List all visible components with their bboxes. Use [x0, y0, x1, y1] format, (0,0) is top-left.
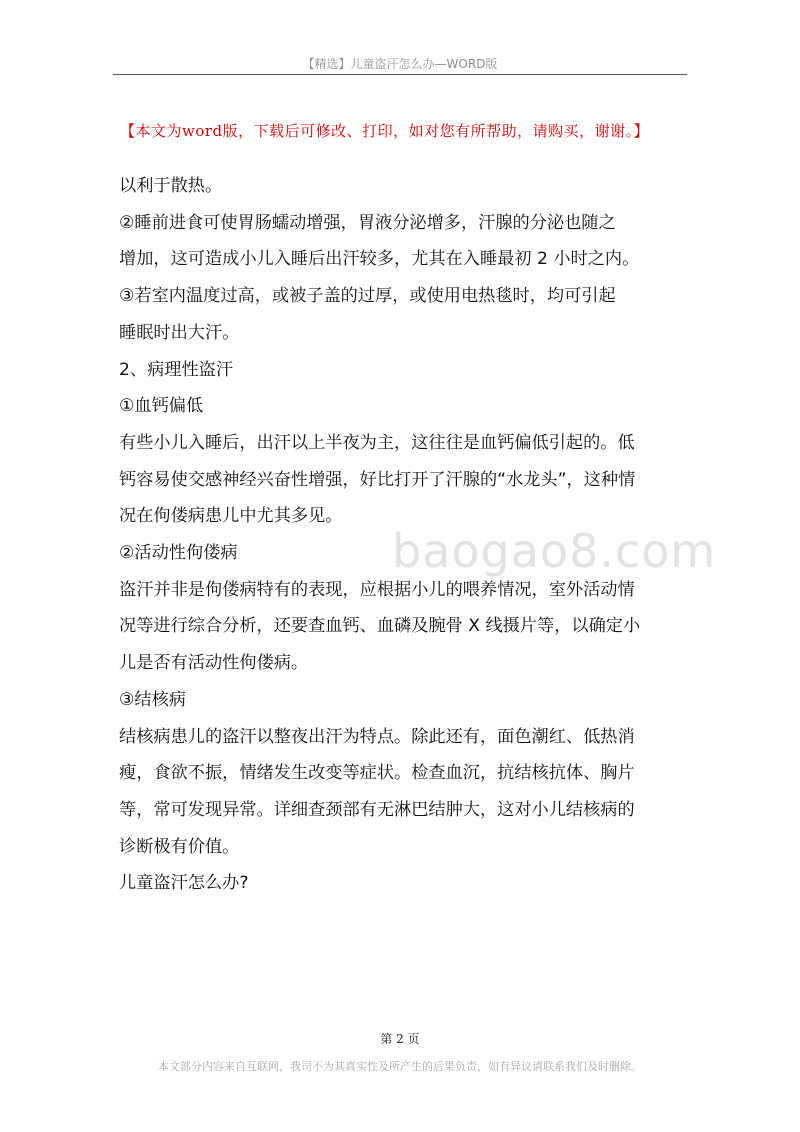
body-line: 瘦，食欲不振，情绪发生改变等症状。检查血沉，抗结核抗体、胸片: [119, 763, 635, 784]
download-notice: 【本文为word版，下载后可修改、打印，如对您有所帮助，请购买，谢谢。】: [120, 122, 650, 140]
body-line: ②睡前进食可使胃肠蠕动增强，胃液分泌增多，汗腺的分泌也随之: [119, 212, 616, 233]
subsection-heading: ②活动性佝偻病: [119, 543, 238, 564]
body-line: 钙容易使交感神经兴奋性增强，好比打开了汗腺的“水龙头”，这种情: [119, 469, 636, 490]
subsection-heading: ③结核病: [119, 689, 186, 710]
section-heading: 2、病理性盗汗: [119, 359, 234, 380]
body-line: 况等进行综合分析，还要查血钙、血磷及腕骨 X 线摄片等，以确定小: [119, 616, 641, 637]
watermark-text: baogao8.com: [392, 524, 717, 578]
body-line: 有些小儿入睡后，出汗以上半夜为主，这往往是血钙偏低引起的。低: [119, 432, 635, 453]
body-line: 以利于散热。: [119, 176, 223, 196]
body-line: 盗汗并非是佝偻病特有的表现，应根据小儿的喂养情况，室外活动情: [119, 579, 635, 600]
body-line: 儿是否有活动性佝偻病。: [119, 653, 309, 674]
header-divider: [113, 74, 687, 75]
body-line: 结核病患儿的盗汗以整夜出汗为特点。除此还有，面色潮红、低热消: [119, 726, 635, 747]
body-line: 增加，这可造成小儿入睡后出汗较多，尤其在入睡最初 2 小时之内。: [119, 249, 640, 270]
body-line: 睡眠时出大汗。: [119, 322, 240, 343]
body-line: 等，常可发现异常。详细查颈部有无淋巴结肿大，这对小儿结核病的: [119, 799, 635, 820]
question-heading: 儿童盗汗怎么办?: [119, 873, 249, 894]
page-header: 【精选】儿童盗汗怎么办—WORD版: [302, 57, 498, 71]
body-line: 况在佝偻病患儿中尤其多见。: [119, 506, 343, 527]
body-line: ③若室内温度过高，或被子盖的过厚，或使用电热毯时，均可引起: [119, 286, 616, 307]
body-line: 诊断极有价值。: [119, 836, 240, 857]
footer-disclaimer: 本文部分内容来自互联网，我司不为其真实性及所产生的后果负责，如有异议请联系我们及时删除。: [158, 1060, 642, 1073]
page-number: 第 2 页: [380, 1032, 420, 1046]
subsection-heading: ①血钙偏低: [119, 396, 204, 417]
